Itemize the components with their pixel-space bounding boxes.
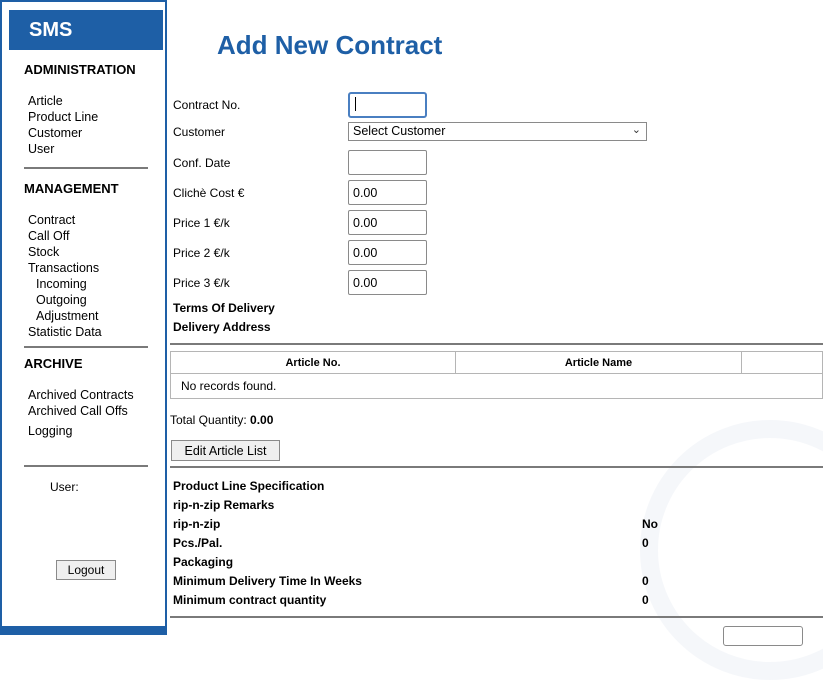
total-quantity [170, 413, 273, 427]
spec-row-value: 0 [642, 593, 649, 607]
edit-article-list-button[interactable]: Edit Article List [171, 440, 280, 461]
section-heading-administration: ADMINISTRATION [24, 62, 136, 77]
conf-date-label: Conf. Date [173, 156, 231, 170]
spec-heading: Product Line Specification [173, 479, 325, 493]
spec-row-label: Packaging [173, 555, 234, 569]
customer-label: Customer [173, 125, 226, 139]
spec-row-value: No [642, 517, 658, 531]
sidebar-item-outgoing[interactable]: Outgoing [36, 293, 87, 307]
sidebar-item-incoming[interactable]: Incoming [36, 277, 87, 291]
delivery-address-label: Delivery Address [173, 320, 271, 334]
page-title: Add New Contract [217, 30, 443, 60]
article-table [170, 351, 823, 399]
sidebar-divider [24, 167, 148, 169]
cliche-cost-label: Clichè Cost € [173, 186, 245, 200]
table-header-row [171, 352, 823, 374]
cliche-cost-input[interactable] [348, 180, 427, 205]
column-header-article-name[interactable]: Article Name [456, 352, 742, 374]
sidebar-item-adjustment[interactable]: Adjustment [36, 309, 99, 323]
spec-row-label: rip-n-zip [173, 517, 221, 531]
sidebar-item-archived-contracts[interactable]: Archived Contracts [28, 388, 134, 402]
partial-button[interactable] [723, 626, 803, 646]
section-divider [170, 343, 823, 345]
total-quantity-value: 0.00 [250, 413, 274, 427]
total-quantity-label: Total Quantity: [170, 413, 251, 427]
column-header-empty [742, 352, 823, 374]
chevron-down-icon: ⌄ [631, 124, 641, 136]
column-header-article-no[interactable]: Article No. [171, 352, 456, 374]
conf-date-input[interactable] [348, 150, 427, 175]
sidebar-item-stock[interactable]: Stock [28, 245, 60, 259]
sidebar-item-transactions[interactable]: Transactions [28, 261, 100, 275]
remarks-label: rip-n-zip Remarks [173, 498, 275, 512]
table-row [171, 374, 823, 399]
logout-button[interactable]: Logout [56, 560, 116, 580]
contract-no-input[interactable] [348, 92, 427, 118]
sidebar-item-article[interactable]: Article [28, 94, 63, 108]
price1-label: Price 1 €/k [173, 216, 230, 230]
sidebar-bottom-bar [2, 626, 165, 633]
sidebar-item-statistic-data[interactable]: Statistic Data [28, 325, 102, 339]
sidebar-divider [24, 346, 148, 348]
spec-row-label: Minimum contract quantity [173, 593, 327, 607]
section-heading-management: MANAGEMENT [24, 181, 119, 196]
price3-input[interactable] [348, 270, 427, 295]
price2-input[interactable] [348, 240, 427, 265]
contract-no-label: Contract No. [173, 98, 241, 112]
sidebar-item-call-off[interactable]: Call Off [28, 229, 70, 243]
customer-select-value: Select Customer [353, 124, 446, 138]
text-caret [355, 97, 356, 111]
sidebar-item-archived-call-offs[interactable]: Archived Call Offs [28, 404, 128, 418]
spec-row-label: Minimum Delivery Time In Weeks [173, 574, 362, 588]
price1-input[interactable] [348, 210, 427, 235]
user-label: User: [50, 480, 79, 494]
price3-label: Price 3 €/k [173, 276, 230, 290]
price2-label: Price 2 €/k [173, 246, 230, 260]
sidebar-item-logging[interactable]: Logging [28, 424, 73, 438]
brand-logo: SMS [9, 10, 163, 50]
sidebar-item-product-line[interactable]: Product Line [28, 110, 99, 124]
empty-table-message: No records found. [171, 374, 823, 399]
spec-row-label: Pcs./Pal. [173, 536, 223, 550]
sidebar-item-customer[interactable]: Customer [28, 126, 83, 140]
sidebar-item-contract[interactable]: Contract [28, 213, 76, 227]
sidebar-divider [24, 465, 148, 467]
spec-row-value: 0 [642, 536, 649, 550]
terms-of-delivery-label: Terms Of Delivery [173, 301, 275, 315]
spec-row-value: 0 [642, 574, 649, 588]
section-divider [170, 466, 823, 468]
section-heading-archive: ARCHIVE [24, 356, 83, 371]
section-divider [170, 616, 823, 618]
sidebar [0, 0, 167, 635]
sidebar-item-user[interactable]: User [28, 142, 55, 156]
customer-select[interactable] [348, 122, 647, 141]
